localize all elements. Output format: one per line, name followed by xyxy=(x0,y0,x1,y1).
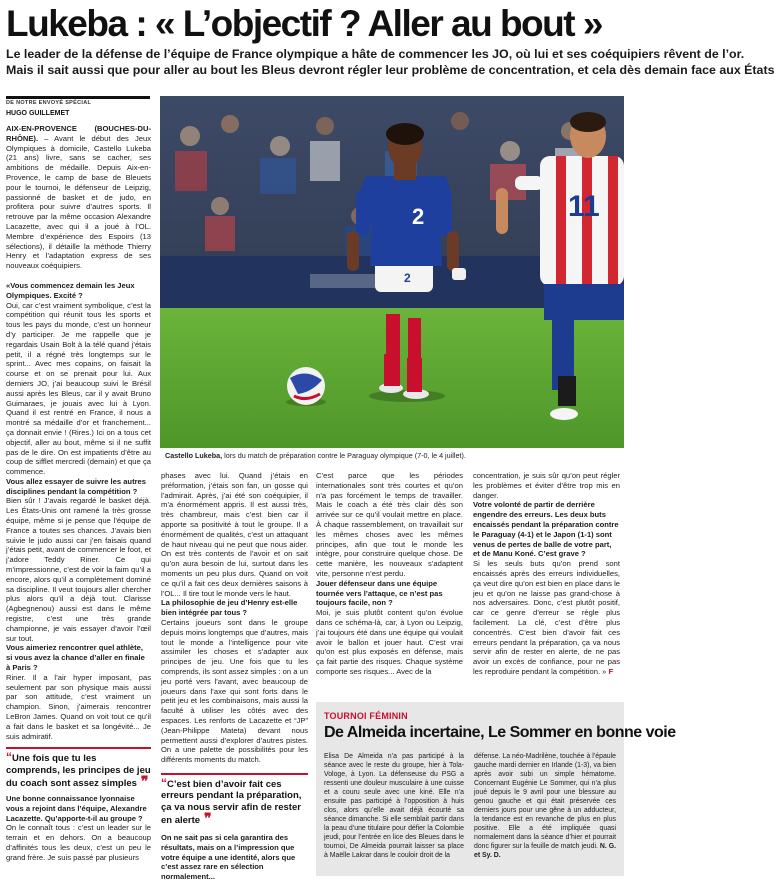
sidebar-signature: N. G. et Sy. D. xyxy=(474,843,616,859)
quote-mark-icon: “ xyxy=(6,750,12,765)
answer-5: Certains joueurs sont dans le groupe depuis moins longtemps que d’autres, mais tout le monde a l’intelligence pour vite assimiler les choses et s’adapter aux principes de jeu. Une fois que tu les comprends, ils sont assez simples : on a un jeu porté vers l’avant, avec beaucoup de joueurs dans l’axe qui sont forts dans le petit jeu et les combinaisons, mais aussi la faculté à utiliser les côtés avec des espaces. Les renforts de Lacazette et “JP” (Jean-Philippe Mateta) devant nous permettent aussi d’explorer d’autres pistes. On a une palette de possibilités pour les différents moments du match. xyxy=(161,617,308,765)
answer-4: On le connaît tous : c’est un leader sur le terrain et en dehors. On a beaucoup d’affinités tous les deux, c’est un peu le grand frère. Je suis passé par plusieurs xyxy=(6,823,151,862)
question-2: Vous allez essayer de suivre les autres disciplines pendant la compétition ? xyxy=(6,476,147,496)
shorts-number: 2 xyxy=(404,271,411,285)
question-3: Vous aimeriez rencontrer quel athlète, si vous avez la chance d’aller en finale à Paris ? xyxy=(6,643,145,673)
sidebar-title: De Almeida incertaine, Le Sommer en bonne voie xyxy=(324,724,676,741)
standfirst-line-1: Le leader de la défense de l’équipe de France olympique a hâte de commencer les JO, où lui et ses coéquipiers rêvent de l’or. xyxy=(6,47,745,61)
quote-close-icon: ❞ xyxy=(136,773,149,790)
answer-7: Moi, je suis plutôt content qu’on évolue dans ce schéma-là, car, à Lyon ou Leipzig, j’ai toujours été dans une équipe qui voulait avoir le ballon et jouer haut. C’est vrai qu’on est plus exposés en défense, mais ça fait partie des risques. Chaque système comporte ses risques... Avec de la xyxy=(316,608,463,676)
pull-quote-2 xyxy=(161,773,308,827)
byline-rule xyxy=(6,96,150,99)
opponent-number: 11 xyxy=(568,190,600,223)
end-mark: F xyxy=(608,666,614,676)
answer-2: Bien sûr ! J’avais regardé le basket déjà. Les États-Unis ont ramené la très grosse équipe, même si je pense que l’équipe de France a toutes ses chances. J’avais bien suivie le judo aussi car j’en faisais quand j’étais petit, avant de commencer le foot, et j’adore Teddy Riner. Ce qui m’impressionne, c’est de voir la faim qu’il a encore, alors qu’il a complètement dominé sa discipline. Il veut toujours aller chercher plus alors qu’il a déjà tout. Clarisse (Agbegnenou) aussi est dans le même registre, c’est une très grande championne, je vais essayer d’avoir l’œil sur tout. xyxy=(6,496,151,643)
pull-quote-1-text: Une fois que tu les comprends, les principes de jeu du coach sont assez simples xyxy=(6,753,151,790)
intro-place: AIX-EN-PROVENCE (BOUCHES-DU-RHÔNE). xyxy=(6,124,151,143)
pull-quote-rule xyxy=(6,747,151,749)
answer-1: Oui, car c’est vraiment symbolique, c’est la compétition qui réunit tous les sports et tous les pays du monde, c’est un honneur d’y participer. Je me rappelle que je regardais Usain Bolt à la télé quand j’étais petit, il a régné très longtemps sur le sprint... Avec mes copains, on faisait la course et on se prenait pour lui. Aux derniers JO, j’ai beaucoup suivi le Brésil aussi après les Bleus, car il y avait Bruno Guimaraes, je jouais avec lui à Lyon. Quand il est rentré en France, il nous a montré sa médaille d’or et franchement... ça donnait envie ! (Rires.) Ici on a tous cet objectif, aller au bout, même si il ne suffit pas de le dire. On est impatients d’être au coup de sifflet mercredi (demain) et que ça commence. xyxy=(6,300,151,477)
question-4: Une bonne connaissance lyonnaise vous a rejoint dans l’équipe, Alexandre Lacazette. Qu’apporte-t-il au groupe ? xyxy=(6,793,147,823)
standfirst-line-2: Mais il sait aussi que pour aller au bout les Bleus devront régler leur problème de concentration, et cela dès demain face aux États xyxy=(6,63,774,77)
sidebar-column-a xyxy=(324,752,464,876)
quote-close-icon: ❞ xyxy=(200,810,212,827)
sidebar-text-a: Elisa De Almeida n’a pas participé à la séance avec le reste du groupe, hier à Tola-Vologe, à Lyon. La défenseuse du PSG a ressenti une douleur musculaire à une cuisse et a couru seule avec une kiné. Elle n’a ensuite pas participé à l’opposition à huis clos, alors qu’elle avait déjà écourté sa séance dimanche. Si elle semblait partir dans la peau d’une titulaire pour défier la Colombie jeudi, pour l’entrée en lice des Bleues dans le tournoi, De Almeida pourrait laisser sa place à Maëlle Lakrar dans le couloir droit de la xyxy=(324,753,464,859)
question-6: On ne sait pas si cela garantira des résultats, mais on a l’impression que votre équipe a une identité, alors que c’est assez rare en sélection normalement... xyxy=(161,832,296,882)
column-3 xyxy=(316,471,463,699)
sidebar-box xyxy=(316,702,676,876)
standfirst xyxy=(6,46,774,78)
question-1: «Vous commencez demain les Jeux Olympiques. Excité ? xyxy=(6,280,135,300)
caption-text: lors du match de préparation contre le Paraguay olympique (7-0, le 4 juillet). xyxy=(222,451,466,460)
headline: Lukeba : « L’objectif ? Aller au bout » xyxy=(6,3,602,44)
question-5: La philosophie de jeu d’Henry est-elle bien intégrée par tous ? xyxy=(161,598,298,618)
pull-quote-1 xyxy=(6,747,151,790)
sidebar-tag: TOURNOI FÉMININ xyxy=(324,711,408,721)
question-8: Votre volonté de partir de derrière engendre des erreurs. Les deux buts encaissés pendant la préparation contre le Paraguay (4-1) et le Japon (1-1) sont venus de pertes de balle de votre part, et de Manu Koné. C’est grave ? xyxy=(473,500,619,559)
caption-subject: Castello Lukeba, xyxy=(165,451,223,460)
dateline-label: DE NOTRE ENVOYÉ SPÉCIAL xyxy=(6,100,92,106)
question-7: Jouer défenseur dans une équipe tournée vers l’attaque, ce n’est pas toujours facile, non ? xyxy=(316,578,443,608)
player-number: 2 xyxy=(412,204,425,229)
answer-3: Riner. Il a l’air hyper imposant, pas seulement par son physique mais aussi par son attitude, c’est vraiment un champion. Sinon, j’aimerais rencontrer LeBron James. Quand on voit tout ce qu’il a fait dans le basket et sa longévité... Je suis admiratif. xyxy=(6,672,151,741)
answer-8: Si les seuls buts qu’on prend sont encaissés après des erreurs individuelles, ça veut dire qu’on est bien en place dans le jeu et qu’on ne laisse pas grand-chose à nos adversaires. Donc, c’est plutôt positif, car ce genre d’erreur se règle plus facilement. La clé, c’est d’être plus concentrés. C’est bien d’avoir fait ces erreurs pendant la préparation, ça va nous servir afin de rester en alerte, de ne pas avoir un excès de confiance, pour ne pas les reproduire pendant la compétition. » xyxy=(473,559,620,676)
column-4 xyxy=(473,471,620,699)
intro-text: – Avant le début des Jeux Olympiques à domicile, Castello Lukeba (21 ans) livre, sans se cacher, ses ambitions de médaille. Depuis Aix-en-Provence, le camp de base de Bleuets pour le tournoi, le défenseur de Leipzig, passionné de basket et de judo, en profitera pour suivre d’autres sports. Il retrouve par la même occasion Alexandre Lacazette, avec qui il a joué à l’OL. Membre d’expérience des Espoirs (13 sélections), il détaille la méthode Thierry Henry et l’adaptation express de ses nouveaux coéquipiers. xyxy=(6,133,151,271)
sidebar-column-b xyxy=(474,752,616,876)
column-1 xyxy=(6,124,151,876)
intro-paragraph xyxy=(6,124,151,271)
column-2 xyxy=(161,471,308,882)
answer-6: C’est parce que les périodes internationales sont très courtes et qu’on n’a pas forcément le temps de travailler. Mais le coach a été très clair dès son arrivée sur ce qu’il voulait mettre en place. À chaque rassemblement, on travaillait sur les mêmes choses avec les mêmes principes, afin que tout le monde les intègre, pour construire quelque chose. De cette manière, les nouveaux s’adaptent vite, personne n’est perdu. xyxy=(316,471,463,578)
answer-7-continued: concentration, je suis sûr qu’on peut régler les problèmes et éviter d’être trop mis en danger. xyxy=(473,471,620,500)
match-photo xyxy=(160,96,624,448)
pull-quote-2-text: C’est bien d’avoir fait ces erreurs pendant la préparation, ça va nous servir afin de rester en alerte xyxy=(161,778,302,827)
answer-4-continued: phases avec lui. Quand j’étais en préformation, j’étais son fan, un gosse qui l’admirait. Après, j’ai été son coéquipier, il m’a énormément appris. Il est aussi très, très chambreur, mais c’est bien car il apporte sa positivité à tout le groupe. Il a énormément de qualités, c’est un attaquant de haut niveau qui ne peut que nous aider. On est très contents de l’avoir et on sait qu’on aura besoin de lui, surtout dans les moments un peu plus durs. Quand on voit ce qu’il a fait ces deux dernières saisons à l’OL... Il tire tout le monde vers le haut. xyxy=(161,471,308,598)
photo-caption xyxy=(165,451,624,460)
pull-quote-2-rule xyxy=(161,773,308,775)
quote-mark-icon: “ xyxy=(161,775,167,790)
sidebar-text-b: défense. La néo-Madrilène, touchée à l’épaule gauche mardi dernier en Irlande (1-3), va bien après avoir subi un simple hématome. Concernant Eugénie Le Sommer, qui n’a plus joué depuis le 9 avril pour une blessure au genou gauche et qui était préservée ces derniers jours pour une gêne à un adducteur, la tendance est en revanche de plus en plus positive. Elle a été impliquée quasi normalement dans la séance d’hier et pourrait donc figurer sur la feuille de match jeudi. xyxy=(474,753,616,850)
author-name: HUGO GUILLEMET xyxy=(6,110,70,117)
match-photo-image xyxy=(160,96,624,448)
